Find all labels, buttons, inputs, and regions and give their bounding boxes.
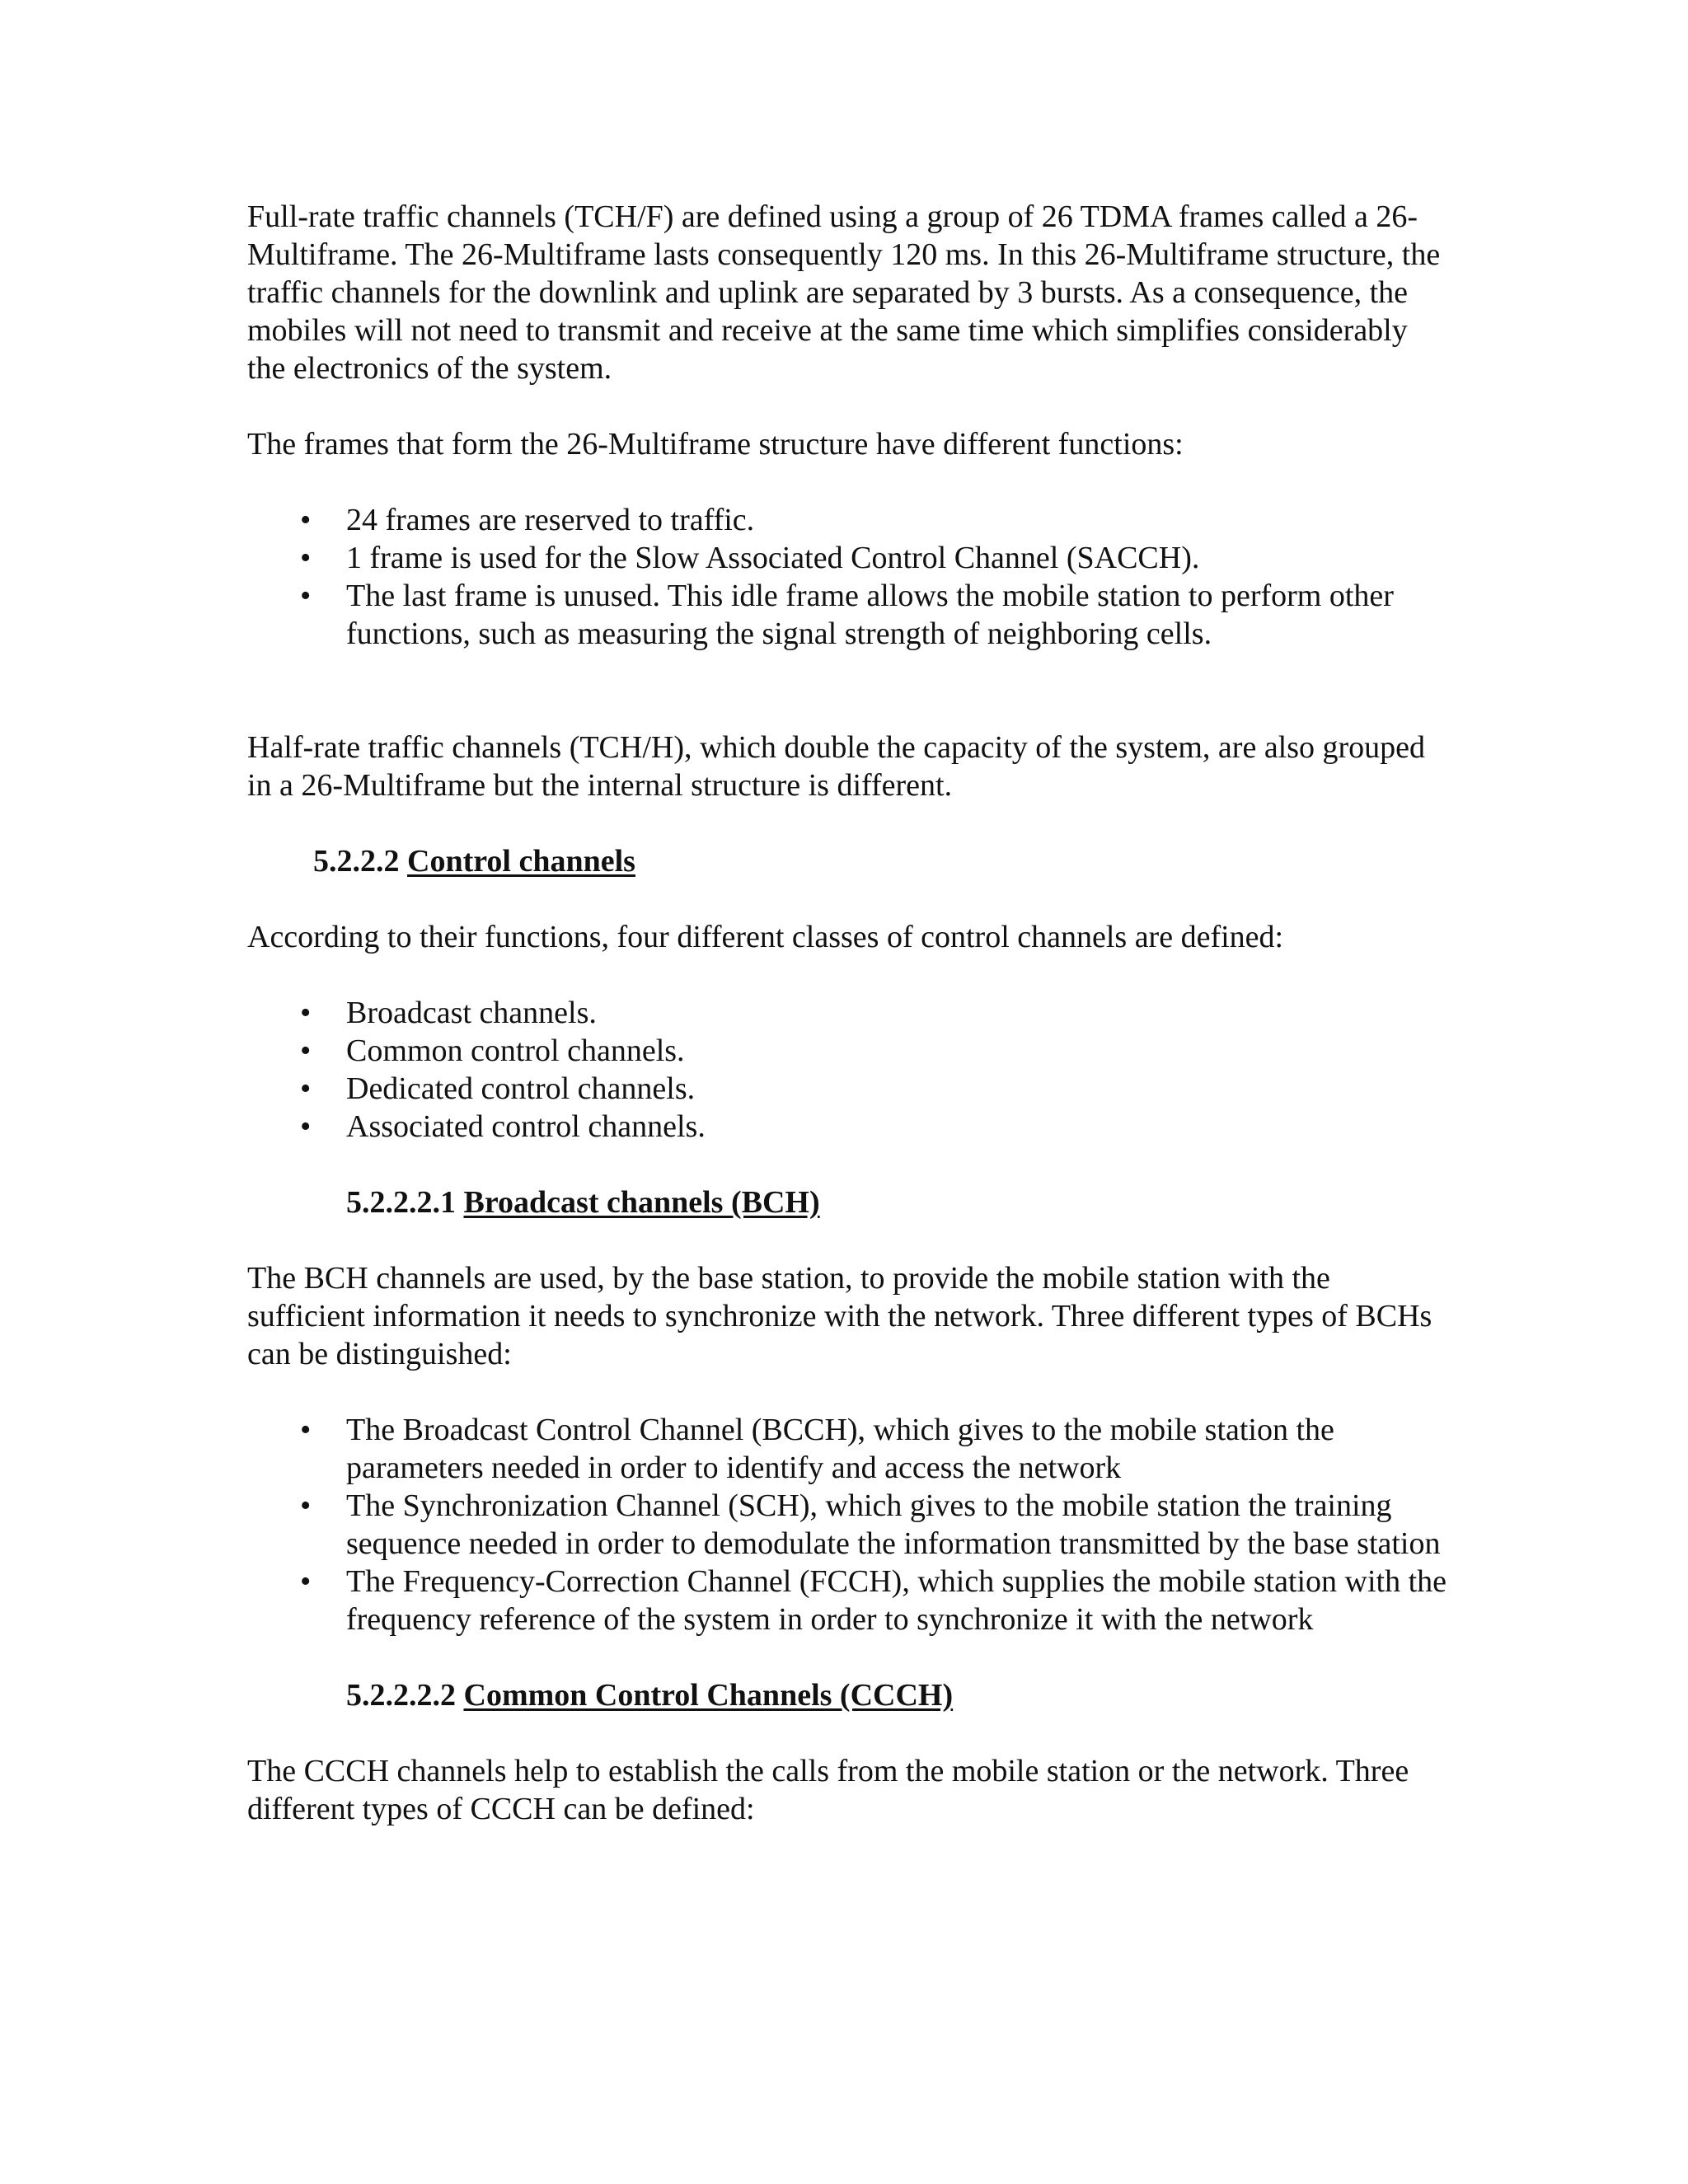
- section-number: 5.2.2.2.2: [346, 1678, 456, 1713]
- bch-types-list: [247, 1411, 1451, 1638]
- paragraph-ccch-intro: The CCCH channels help to establish the calls from the mobile station or the network. Three different types of CCCH can be defined:: [247, 1754, 1409, 1826]
- bullet-icon: •: [300, 503, 312, 537]
- bullet-icon: •: [300, 996, 312, 1030]
- frames-list: [247, 501, 1451, 653]
- list-item: • The last frame is unused. This idle frame allows the mobile station to perform other functions, such as measuring the signal strength of neighboring cells.: [300, 579, 1394, 651]
- section-title: Common Control Channels (CCCH): [463, 1678, 954, 1713]
- list-item: • The Frequency-Correction Channel (FCCH), which supplies the mobile station with the frequency reference of the system in order to synchronize it with the network: [300, 1564, 1447, 1637]
- list-item: • 1 frame is used for the Slow Associated Control Channel (SACCH).: [300, 541, 1200, 575]
- list-item: • The Synchronization Channel (SCH), which gives to the mobile station the training sequence needed in order to demodulate the information transmitted by the base station: [300, 1488, 1441, 1561]
- paragraph-half-rate: Half-rate traffic channels (TCH/H), which double the capacity of the system, are also grouped in a 26-Multiframe but the internal structure is different.: [247, 730, 1426, 803]
- list-item: • Associated control channels.: [300, 1109, 706, 1144]
- bullet-icon: •: [300, 541, 312, 575]
- section-number: 5.2.2.2.1: [346, 1185, 456, 1220]
- bullet-icon: •: [300, 1071, 312, 1106]
- section-heading-broadcast-channels: [247, 1183, 1451, 1221]
- bullet-icon: •: [300, 1413, 312, 1447]
- paragraph-control-intro: According to their functions, four different classes of control channels are defined:: [247, 920, 1284, 954]
- bullet-icon: •: [300, 1109, 312, 1144]
- section-number: 5.2.2.2: [313, 844, 400, 879]
- section-title: Broadcast channels (BCH): [463, 1185, 820, 1220]
- bullet-icon: •: [300, 579, 312, 613]
- list-item: • 24 frames are reserved to traffic.: [300, 503, 755, 537]
- document-page: [247, 198, 1451, 1828]
- list-item: • Broadcast channels.: [300, 996, 597, 1030]
- control-classes-list: [247, 994, 1451, 1146]
- list-item: • Dedicated control channels.: [300, 1071, 696, 1106]
- section-title: Control channels: [407, 844, 635, 879]
- paragraph-full-rate: Full-rate traffic channels (TCH/F) are defined using a group of 26 TDMA frames called a 26-Multiframe. The 26-Multiframe lasts consequently 120 ms. In this 26-Multiframe structure, the traffic channels for the downlink and uplink are separated by 3 bursts. As a consequence, the mobiles will not need to transmit and receive at the same time which simplifies considerably the electronics of the system.: [247, 199, 1441, 386]
- list-item: • The Broadcast Control Channel (BCCH), which gives to the mobile station the parameters needed in order to identify and access the network: [300, 1413, 1334, 1485]
- bullet-icon: •: [300, 1488, 312, 1523]
- paragraph-bch-intro: The BCH channels are used, by the base station, to provide the mobile station with the sufficient information it needs to synchronize with the network. Three different types of BCHs can be distinguished:: [247, 1261, 1432, 1371]
- paragraph-frames-intro: The frames that form the 26-Multiframe structure have different functions:: [247, 427, 1184, 462]
- bullet-icon: •: [300, 1564, 312, 1599]
- bullet-icon: •: [300, 1033, 312, 1068]
- section-heading-control-channels: [247, 842, 1451, 880]
- section-heading-common-control-channels: [247, 1676, 1451, 1714]
- list-item: • Common control channels.: [300, 1033, 685, 1068]
